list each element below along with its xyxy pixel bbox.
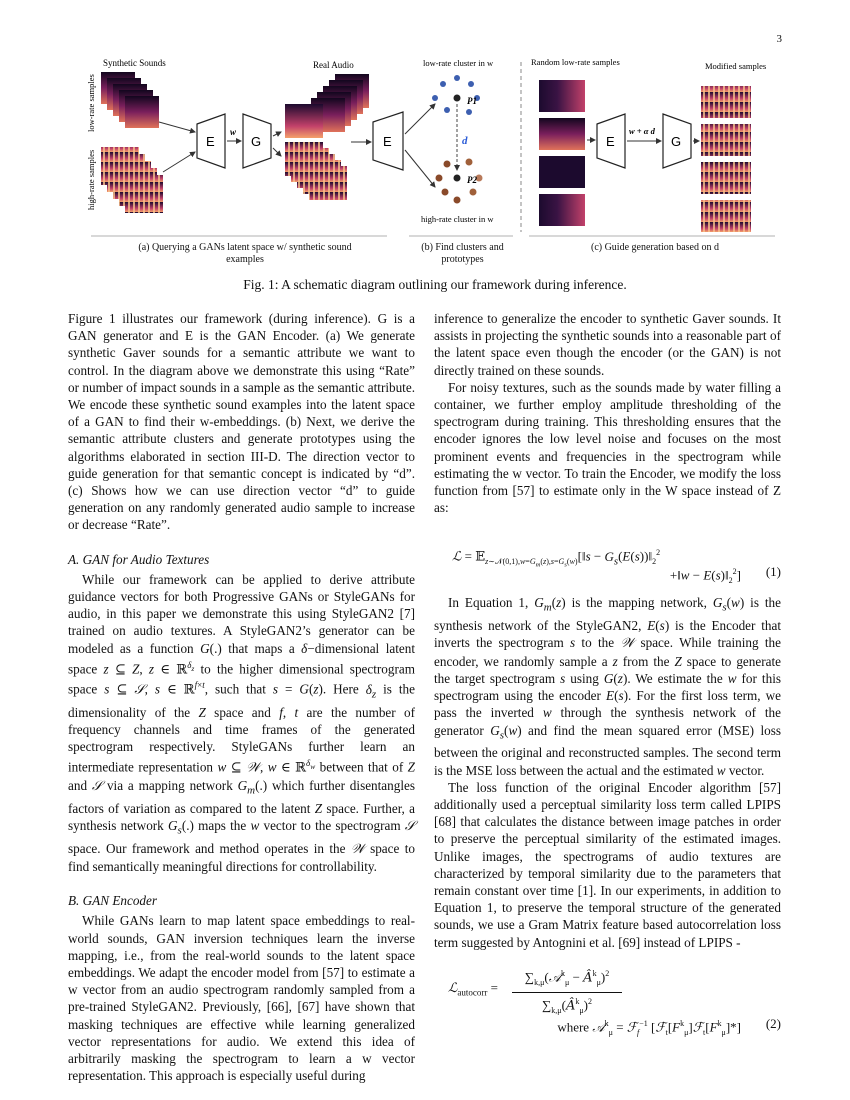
label-w-plus-alpha-d: w + α d — [629, 126, 655, 136]
equation-1-explanation: In Equation 1, $G_m(z)$ is the mapping network, $G_s(w)$ is the synthesis network of the StyleGAN2, E(s) is the Encoder that inverts the spectrogram s to the 𝒲 space. While training the encoder, we randomly sample a z from the Z space to generate the target spectrogram s using G(z). We estimate the w for this spectrogram using the encoder E(s). For the first loss term, we pass the inverted w through the synthesis network of the generator $G_s(w)$ and find the mean squared error (MSE) loss between the original and reconstructed samples. The second term is the MSE loss between the actual and the estimated w vector. — [434, 595, 782, 778]
figure-caption: Fig. 1: A schematic diagram outlining our framework during inference. — [243, 277, 627, 292]
encoder-block-a — [197, 114, 225, 168]
label-w: w — [230, 127, 237, 137]
subcaption-b: (b) Find clusters and prototypes — [421, 242, 504, 265]
label-modified-samples: Modified samples — [705, 61, 767, 71]
section-b-paragraph: While GANs learn to map latent space embeddings to real-world sounds, GAN inversion techniques learn the inverse mapping, i.e., from the real-world sounds to the latent space embeddings. We adapt the encoder model from [57] to estimate a w vector from an audio spectrogram randomly sampled from a pre-trained StyleGAN2. Previously, [66], [67] have shown that masking techniques are effective while learning generalized vector representations for audio. We extend this idea of arbitrarily masking the spectrogram to learn a w vector representation. This approach is especially useful during — [68, 913, 415, 1084]
lips-paragraph: The loss function of the original Encoder algorithm [57] additionally used a perceptual similarity loss term called LPIPS [68] that calculates the distance between image patches in order to preserve the perceptual similarity of the estimated images. Unlike images, the spectrograms of audio textures are characterized by temporal similarity due to the parameters that remain constant over time [1]. In our experiments, in addition to Equation 1, to preserve the temporal structure of the generated sounds, we use a Gram Matrix feature based autocorrelation loss term suggested by Antognini et al. [69] instead of LPIPS - — [434, 779, 781, 950]
intro-paragraph: Figure 1 illustrates our framework (during inference). G is a GAN generator and E is the GAN Encoder. (a) We generate synthetic Gaver sounds for a semantic attribute we want to control. In the diagram above we demonstrate this using “Rate” or number of impact sounds in a sample as the semantic attribute. We encode these synthetic sound examples into the latent space of a GAN to find their w-embeddings. (b) Next, we derive the semantic attribute clusters and generate prototypes using the algorithms elaborated in section III-D. The direction vector to guide generation for that semantic concept is indicated by “d”. (c) Shows how we can use direction vector “d” to guide generation on any randomly generated audio sample to increase or decrease “Rate”. — [68, 311, 415, 533]
label-low-rate-cluster: low-rate cluster in w — [423, 58, 494, 68]
arrow-low-to-e — [159, 122, 195, 132]
modified-samples — [701, 86, 751, 232]
figure-1 — [85, 52, 785, 272]
label-high-rate-cluster: high-rate cluster in w — [421, 214, 494, 224]
low-rate-cluster — [432, 75, 480, 115]
framework-diagram — [85, 52, 785, 272]
label-high-rate-samples: high-rate samples — [86, 149, 96, 210]
label-p2: P2 — [467, 175, 477, 185]
right-column — [434, 310, 781, 1035]
arrow-e-to-low-cluster — [405, 104, 435, 134]
subcaption-a: (a) Querying a GANs latent space w/ synthetic sound examples — [138, 242, 352, 265]
label-real-audio: Real Audio — [313, 60, 354, 70]
equation-1: ℒ = 𝔼$_{z\sim 𝒩(0,1),w=G_m(z),s=G_s(w)}$[‖s − $G_s(E(s))‖_2^2$ +‖w − $E(s)‖_2^2$] (1) — [452, 548, 781, 586]
equation-2-number: (2) — [765, 1015, 781, 1031]
encoder-block-b — [373, 112, 403, 170]
arrow-g-to-real-high — [273, 148, 281, 156]
label-low-rate-samples: low-rate samples — [86, 74, 96, 132]
svg-text:E: E — [206, 134, 215, 149]
section-a-heading: A. GAN for Audio Textures — [68, 551, 210, 567]
page-number: 3 — [776, 33, 782, 45]
label-random-low-rate: Random low-rate samples — [531, 57, 620, 67]
equation-1-number: (1) — [765, 564, 781, 580]
left-column — [68, 310, 415, 1084]
arrow-high-to-e — [163, 152, 195, 172]
arrow-e-to-high-cluster — [405, 150, 435, 187]
random-low-rate-samples — [539, 80, 585, 226]
section-b-heading: B. GAN Encoder — [68, 893, 157, 909]
section-a-paragraph: While our framework can be applied to derive attribute guidance vectors for both Progressive GANs or StyleGANs for audio, in this paper we demonstrate this using StyleGAN2 [7] trained on audio textures. A StyleGAN2’s generator can be modeled as a function G(.) that maps a δ−dimensional latent space z ⊆ Z, z ∈ ℝ$^{\delta_z}$ to the higher dimensional spectrogram space s ⊆ 𝒮, s ∈ ℝ$^{f\times t}$, such that s = G(z). Here $\delta_z$ is the dimensionality of the Z space and f, t are the number of frequency channels and time frames of the generated spectrogram respectively. StyleGANs further learn an intermediate representation w ⊆ 𝒲, w ∈ ℝ$^{\delta_w}$ between that of Z and 𝒮 via a mapping network $G_m(.)$ which further disentangles factors of variation as compared to the latent Z space. Further, a synthesis network $G_s(.)$ maps the w vector to the spectrogram 𝒮 space. Our framework and method operates in the 𝒲 space to find semantically meaningful directions for controllability. — [68, 571, 416, 874]
label-p1: P1 — [467, 96, 477, 106]
svg-text:E: E — [383, 134, 392, 149]
label-synthetic-sounds: Synthetic Sounds — [103, 58, 166, 68]
continuation-paragraph: inference to generalize the encoder to synthetic Gaver sounds. It assists in projecting the synthetic sounds into a reasonable part of the latent space even though the encoder (or the GAN) is not directly trained on these sounds. — [434, 311, 781, 378]
generator-block-a — [243, 114, 271, 168]
low-rate-synthetic-stack — [101, 72, 159, 128]
noisy-textures-paragraph: For noisy textures, such as the sounds made by water filling a container, we further employ amplitude thresholding of the spectrogram during training. This thresholding ensures that the encoder ignores the low level noise and focuses on the most prominent events and frequencies in the spectrogram while estimating the w vector. To train the Encoder, we modify the loss function from [57] to estimate only in the W space instead of Z as: — [434, 379, 781, 516]
svg-text:G: G — [251, 134, 262, 149]
arrow-g-to-real-low — [273, 132, 281, 136]
encoder-block-c — [597, 114, 625, 168]
generator-block-c — [663, 114, 691, 168]
equation-2: ℒ$_{autocorr}$ = $\sum_{k,\mu}(𝒜^k_\mu$ − $Â^k_\mu)^2$ $\sum_{k,\mu}(Â^k_\mu)^2$ where 𝒜$^k_\mu$ = ℱ$_f^{-1}$ $[ℱ_t[F^k_\mu]ℱ_t[F^k_\mu]*]$ (2) — [448, 968, 781, 1037]
svg-text:E: E — [606, 134, 615, 149]
subcaption-c: (c) Guide generation based on d — [590, 242, 719, 253]
high-rate-synthetic-stack — [101, 147, 163, 213]
label-d: d — [462, 135, 468, 147]
svg-text:G: G — [671, 134, 682, 149]
